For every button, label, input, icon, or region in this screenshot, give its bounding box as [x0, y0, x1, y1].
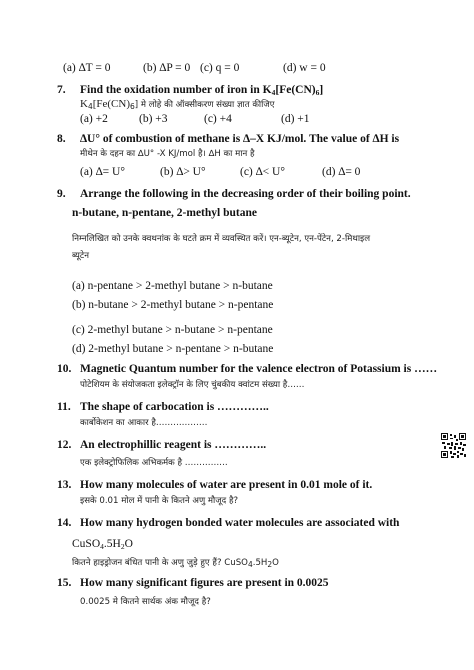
q8-option-c: (c) ∆< U° — [240, 166, 285, 178]
q14-hindi: कितने हाइड्रोजन बंधित पानी के अणु जुड़े हुए हैं? $CuSO_4.5H_2O$ — [72, 558, 279, 569]
q13-text: How many molecules of water are present in 0.01 mole of it. — [80, 479, 373, 491]
q8-option-a: (a) ∆= U° — [80, 166, 125, 178]
q13-hindi: इसके 0.01 मोल में पानी के कितने अणु मौजूद है? — [80, 496, 239, 506]
q8-option-d: (d) ∆= 0 — [322, 166, 361, 178]
q7-number: 7. — [57, 84, 66, 96]
q10-hindi: पोटेशियम के संयोजकता इलेक्ट्रॉन के लिए चुंबकीय क्वांटम संख्या है…… — [80, 380, 305, 390]
q10-text: Magnetic Quantum number for the valence electron of Potassium is …… — [80, 363, 438, 375]
q9-text-compounds: n-butane, n-pentane, 2-methyl butane — [72, 207, 257, 219]
q6-option-a: (a) ∆T = 0 — [63, 62, 111, 74]
q15-hindi: 0.0025 मे कितने सार्थक अंक मौजूद है? — [80, 597, 211, 607]
q14-formula: $CuSO_4.5H_2O$ — [72, 538, 133, 551]
q12-text: An electrophillic reagent is ………….. — [80, 439, 267, 451]
q8-text: ∆U° of combustion of methane is ∆–X KJ/mol. The value of ∆H is — [80, 133, 400, 145]
q6-option-b: (b) ∆P = 0 — [143, 62, 191, 74]
q14-number: 14. — [57, 517, 72, 529]
q11-text: The shape of carbocation is ………….. — [80, 401, 269, 413]
q9-hindi-line2: ब्यूटेन — [72, 251, 89, 261]
q8-option-b: (b) ∆> U° — [160, 166, 206, 178]
q9-hindi-line1: निम्नलिखित को उनके क्वथनांक के घटते क्रम में व्यवस्थित करें। एन-ब्यूटेन, एन-पेंटेन, 2-मिथाइल — [72, 234, 371, 244]
q14-text: How many hydrogen bonded water molecules are associated with — [80, 517, 400, 529]
q8-number: 8. — [57, 133, 66, 145]
q6-option-c: (c) q = 0 — [200, 62, 240, 74]
q9-number: 9. — [57, 188, 66, 200]
q6-option-d: (d) w = 0 — [283, 62, 326, 74]
q15-number: 15. — [57, 577, 72, 589]
q11-number: 11. — [57, 401, 71, 413]
q15-text: How many significant figures are present in 0.0025 — [80, 577, 329, 589]
q9-option-c: (c) 2-methyl butane > n-butane > n-pentane — [72, 324, 273, 336]
q12-number: 12. — [57, 439, 72, 451]
q13-number: 13. — [57, 479, 72, 491]
q7-hindi: $K_4[Fe(CN)_6]$ मे लोहे की ऑक्सीकरण संख्या ज्ञात कीजिए — [80, 98, 275, 111]
q7-option-b: (b) +3 — [139, 113, 168, 125]
q7-option-c: (c) +4 — [204, 113, 232, 125]
q9-option-b: (b) n-butane > 2-methyl butane > n-pentane — [72, 299, 274, 311]
q10-number: 10. — [57, 363, 72, 375]
q11-hindi: कार्बोकेशन का आकार है……………… — [80, 418, 208, 428]
q7-option-a: (a) +2 — [80, 113, 108, 125]
q7-text: Find the oxidation number of iron in $K_4[Fe(CN)_6]$ — [80, 84, 324, 97]
q9-option-a: (a) n-pentane > 2-methyl butane > n-butane — [72, 280, 273, 292]
qr-code-icon — [441, 433, 466, 458]
q12-hindi: एक इलेक्ट्रोफिलिक अभिकर्मक है …………… — [80, 458, 228, 468]
q8-hindi: मीथेन के दहन का ∆U° -X KJ/mol है। ∆H का मान है — [80, 149, 255, 159]
q9-text: Arrange the following in the decreasing order of their boiling point. — [80, 188, 411, 200]
q7-option-d: (d) +1 — [281, 113, 310, 125]
q9-option-d: (d) 2-methyl butane > n-pentane > n-butane — [72, 343, 274, 355]
